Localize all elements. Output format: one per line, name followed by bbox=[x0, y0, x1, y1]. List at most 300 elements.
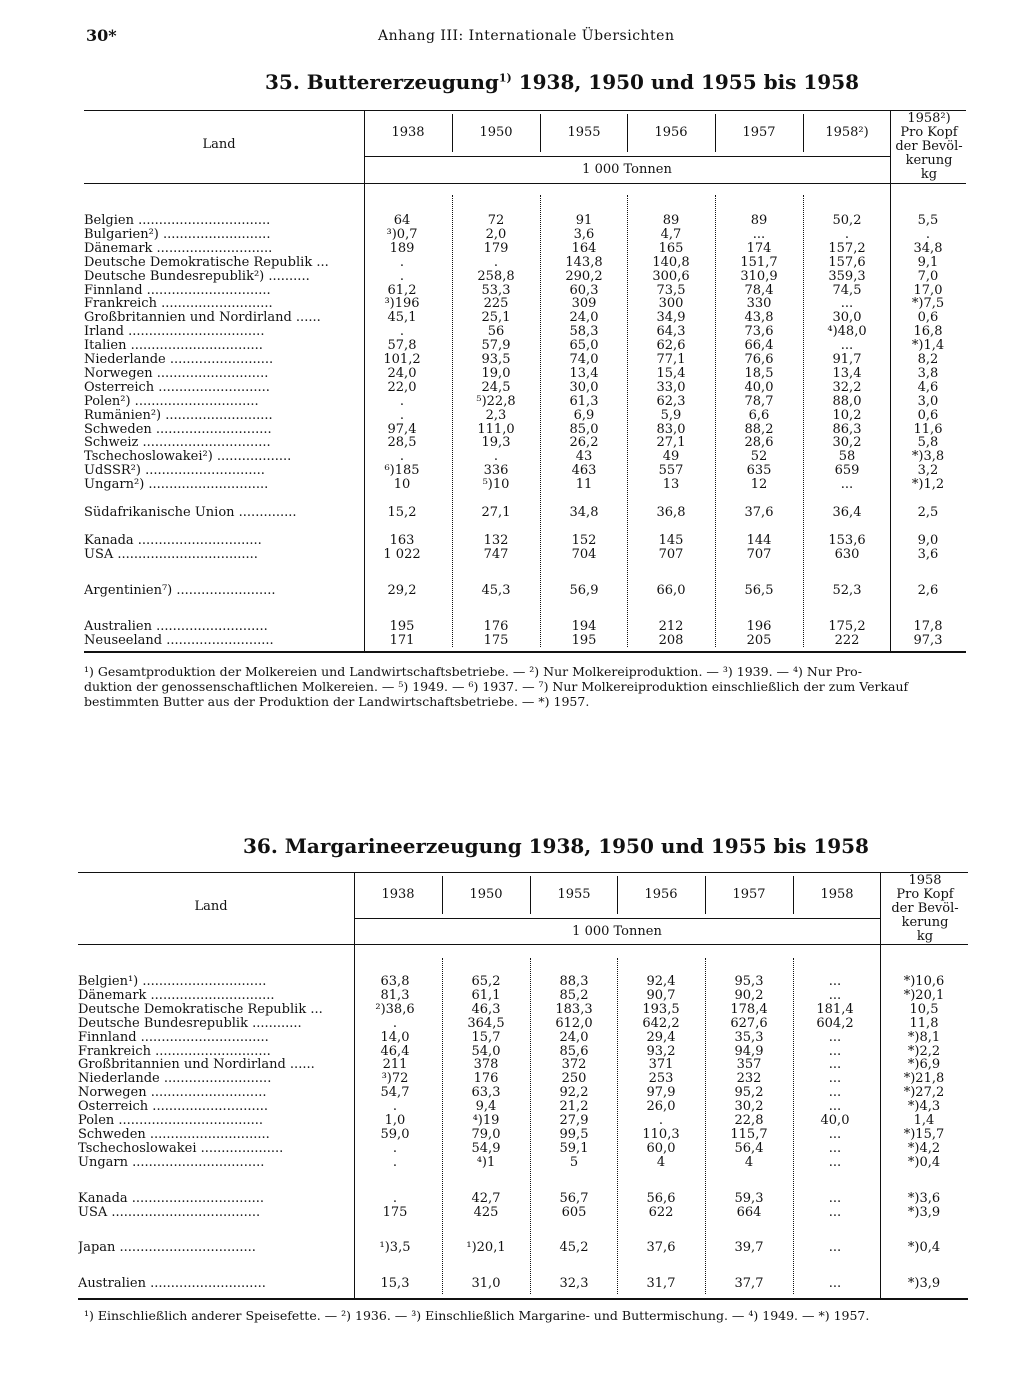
table-row bbox=[84, 634, 964, 648]
row-value: 163 bbox=[389, 532, 415, 548]
row-value: 73,5 bbox=[656, 282, 686, 298]
row-value: 253 bbox=[648, 1071, 674, 1087]
row-country: Japan ................................. bbox=[78, 1241, 256, 1256]
table-row bbox=[84, 228, 964, 242]
row-value: ... bbox=[828, 1057, 842, 1073]
table35-title-main: 35. Buttererzeugung bbox=[265, 70, 499, 94]
row-value: 37,6 bbox=[646, 1240, 676, 1256]
row-value: 90,7 bbox=[646, 987, 676, 1003]
row-country: Dänemark ............................ bbox=[84, 241, 273, 256]
row-country: Ungarn²) ............................. bbox=[84, 478, 269, 493]
row-value: ⁴)48,0 bbox=[827, 324, 867, 340]
row-value: 3,8 bbox=[917, 365, 939, 381]
table-row bbox=[84, 584, 964, 598]
table35-top-rule bbox=[84, 110, 966, 111]
row-value: 56,7 bbox=[559, 1190, 589, 1206]
row-country: Norwegen ........................... bbox=[84, 366, 269, 381]
row-value: 79,0 bbox=[471, 1126, 501, 1142]
row-value: 52,3 bbox=[832, 582, 862, 598]
row-value: 111,0 bbox=[477, 421, 515, 437]
row-value: . bbox=[392, 1154, 398, 1170]
row-value: 4,7 bbox=[660, 226, 682, 242]
table-row bbox=[78, 1192, 958, 1206]
row-value: 17,8 bbox=[913, 618, 943, 634]
table36-footnote: ¹) Einschließlich anderer Speisefette. — ²) 1936. — ³) Einschließlich Margarine- und Buttermischung. — ⁴) 1949. — *) 1957. bbox=[84, 1308, 870, 1323]
row-value: 612,0 bbox=[555, 1015, 593, 1031]
table36-unit-rule bbox=[354, 918, 880, 919]
row-value: 664 bbox=[736, 1204, 762, 1220]
row-value: 3,6 bbox=[917, 546, 939, 562]
row-value: 62,3 bbox=[656, 393, 686, 409]
table35-header-year: 1957 bbox=[742, 125, 776, 140]
row-value: ... bbox=[828, 1126, 842, 1142]
row-value: 95,3 bbox=[734, 974, 764, 989]
table-row bbox=[78, 975, 958, 989]
table-row bbox=[84, 297, 964, 311]
row-value: 6,9 bbox=[573, 407, 595, 423]
row-country: UdSSR²) ............................. bbox=[84, 464, 265, 479]
row-value: 27,1 bbox=[656, 435, 686, 451]
row-value: 622 bbox=[648, 1204, 674, 1220]
row-value: *)3,9 bbox=[907, 1276, 941, 1292]
row-value: 76,6 bbox=[744, 352, 774, 367]
row-country: Österreich ............................ bbox=[78, 1100, 269, 1115]
row-value: 45,2 bbox=[559, 1240, 589, 1256]
row-value: 3,6 bbox=[573, 226, 595, 242]
table-row bbox=[84, 339, 964, 353]
row-value: 78,4 bbox=[744, 282, 774, 298]
row-value: 83,0 bbox=[656, 421, 686, 437]
row-value: *)4,2 bbox=[907, 1140, 941, 1156]
table35-head-rule bbox=[84, 183, 966, 184]
row-country: Ungarn ................................ bbox=[78, 1155, 265, 1170]
row-value: 25,1 bbox=[481, 310, 511, 326]
row-value: ... bbox=[828, 1085, 842, 1101]
row-value: 88,2 bbox=[744, 421, 774, 437]
row-value: 171 bbox=[389, 632, 415, 648]
row-value: 140,8 bbox=[652, 254, 690, 270]
row-value: 29,4 bbox=[646, 1029, 676, 1045]
row-value: 463 bbox=[571, 463, 597, 479]
row-country: Finnland ............................... bbox=[78, 1030, 269, 1045]
table-row bbox=[78, 1058, 958, 1072]
row-value: 92,2 bbox=[559, 1085, 589, 1101]
row-value: 45,1 bbox=[387, 310, 417, 326]
table-row bbox=[78, 1277, 958, 1291]
table36-header-year: 1956 bbox=[644, 887, 678, 902]
row-value: *)10,6 bbox=[903, 974, 945, 989]
row-country: Österreich ........................... bbox=[84, 380, 270, 395]
row-country: Deutsche Demokratische Republik ... bbox=[84, 255, 329, 270]
row-value: *)0,4 bbox=[907, 1154, 941, 1170]
row-value: . bbox=[392, 1140, 398, 1156]
row-value: 63,8 bbox=[380, 974, 410, 989]
row-value: ... bbox=[840, 477, 854, 493]
row-value: 49 bbox=[662, 449, 680, 465]
percap-line: kg bbox=[920, 167, 938, 182]
row-value: ... bbox=[840, 338, 854, 354]
row-value: . bbox=[658, 1113, 664, 1128]
row-value: 88,3 bbox=[559, 974, 589, 989]
row-value: ... bbox=[828, 1276, 842, 1292]
row-value: 92,4 bbox=[646, 974, 676, 989]
row-value: 4 bbox=[744, 1154, 754, 1170]
row-value: 99,5 bbox=[559, 1126, 589, 1142]
table36-header-unit: 1 000 Tonnen bbox=[572, 924, 662, 939]
row-value: *)27,2 bbox=[903, 1085, 945, 1101]
row-value: 208 bbox=[658, 632, 684, 648]
row-country: Deutsche Bundesrepublik²) .......... bbox=[84, 269, 310, 284]
row-value: 56 bbox=[487, 324, 505, 340]
table-row bbox=[78, 1241, 958, 1255]
row-value: 62,6 bbox=[656, 338, 686, 354]
row-value: 357 bbox=[736, 1057, 762, 1073]
row-value: 19,0 bbox=[481, 365, 511, 381]
row-value: 1,4 bbox=[913, 1113, 935, 1128]
row-value: ³)72 bbox=[381, 1071, 409, 1087]
row-value: 2,6 bbox=[917, 582, 939, 598]
row-value: 32,2 bbox=[832, 379, 862, 395]
row-value: 557 bbox=[658, 463, 684, 479]
row-value: 21,2 bbox=[559, 1099, 589, 1115]
row-value: ... bbox=[828, 1204, 842, 1220]
row-value: 28,6 bbox=[744, 435, 774, 451]
row-value: 97,9 bbox=[646, 1085, 676, 1101]
row-country: Belgien ................................ bbox=[84, 214, 271, 228]
row-value: 56,5 bbox=[744, 582, 774, 598]
row-value: 28,5 bbox=[387, 435, 417, 451]
row-value: 9,4 bbox=[475, 1099, 497, 1115]
row-value: 31,0 bbox=[471, 1276, 501, 1292]
row-value: 151,7 bbox=[740, 254, 778, 270]
row-value: ... bbox=[828, 987, 842, 1003]
row-value: 36,8 bbox=[656, 505, 686, 520]
row-value: 91,7 bbox=[832, 352, 862, 367]
row-value: 32,3 bbox=[559, 1276, 589, 1292]
percap-line: der Bevöl- bbox=[891, 901, 959, 916]
row-value: 310,9 bbox=[740, 268, 778, 284]
row-value: ... bbox=[828, 974, 842, 989]
row-value: 24,0 bbox=[569, 310, 599, 326]
row-value: 378 bbox=[473, 1057, 499, 1073]
row-value: 27,1 bbox=[481, 505, 511, 520]
percap-line: 1958 bbox=[908, 873, 942, 888]
row-value: ⁵)10 bbox=[482, 477, 510, 493]
row-value: 372 bbox=[561, 1057, 587, 1073]
row-value: 11 bbox=[575, 477, 593, 493]
row-country: Großbritannien und Nordirland ...... bbox=[84, 311, 321, 326]
row-value: *)1,4 bbox=[911, 338, 945, 354]
row-value: ... bbox=[828, 1240, 842, 1256]
row-value: . bbox=[493, 449, 499, 465]
table-row bbox=[84, 395, 964, 409]
row-value: 4 bbox=[656, 1154, 666, 1170]
row-value: 54,7 bbox=[380, 1085, 410, 1101]
row-country: Schweden ............................. bbox=[78, 1127, 270, 1142]
percap-line: kerung bbox=[905, 153, 953, 168]
row-value: 85,6 bbox=[559, 1043, 589, 1059]
row-value: 29,2 bbox=[387, 582, 417, 598]
row-value: *)4,3 bbox=[907, 1099, 941, 1115]
row-value: 330 bbox=[746, 296, 772, 312]
row-value: 90,2 bbox=[734, 987, 764, 1003]
table-row bbox=[84, 256, 964, 270]
table35-footnotes bbox=[84, 664, 964, 709]
row-value: 43 bbox=[575, 449, 593, 465]
row-value: 56,6 bbox=[646, 1190, 676, 1206]
row-value: 5,5 bbox=[917, 213, 939, 228]
table-row bbox=[84, 506, 964, 520]
row-value: 22,0 bbox=[387, 379, 417, 395]
row-country: Deutsche Bundesrepublik ............ bbox=[78, 1016, 302, 1031]
row-value: 60,0 bbox=[646, 1140, 676, 1156]
row-value: 46,3 bbox=[471, 1001, 501, 1017]
row-value: 4,6 bbox=[917, 379, 939, 395]
row-country: Tschechoslowakei .................... bbox=[78, 1141, 284, 1156]
row-value: 91 bbox=[575, 213, 593, 228]
row-value: 13,4 bbox=[569, 365, 599, 381]
table35-title-years: 1938, 1950 und 1955 bis 1958 bbox=[511, 70, 860, 94]
row-value: 74,5 bbox=[832, 282, 862, 298]
row-value: ⁶)185 bbox=[384, 463, 420, 479]
row-value: 53,3 bbox=[481, 282, 511, 298]
row-value: 97,3 bbox=[913, 632, 943, 648]
row-value: 43,8 bbox=[744, 310, 774, 326]
table36-title: 36. Margarineerzeugung 1938, 1950 und 1955 bis 1958 bbox=[243, 834, 869, 858]
row-value: 33,0 bbox=[656, 379, 686, 395]
row-value: 212 bbox=[658, 618, 684, 634]
row-value: 5,9 bbox=[660, 407, 682, 423]
row-value: 0,6 bbox=[917, 407, 939, 423]
row-value: ¹)3,5 bbox=[379, 1240, 411, 1256]
percap-line: kg bbox=[916, 929, 934, 944]
table36-header-per-capita bbox=[882, 874, 968, 944]
row-country: Australien ........................... bbox=[84, 619, 268, 634]
row-country: Bulgarien²) .......................... bbox=[84, 227, 271, 242]
row-country: Polen ................................... bbox=[78, 1114, 264, 1128]
table35-header-unit: 1 000 Tonnen bbox=[582, 162, 672, 177]
table35-header-year: 1955 bbox=[567, 125, 601, 140]
row-value: 175 bbox=[483, 632, 509, 648]
row-value: 36,4 bbox=[832, 505, 862, 520]
row-value: 54,9 bbox=[471, 1140, 501, 1156]
row-value: 258,8 bbox=[477, 268, 515, 284]
row-value: 12 bbox=[750, 477, 768, 493]
row-value: 181,4 bbox=[816, 1001, 854, 1017]
row-value: 26,0 bbox=[646, 1099, 676, 1115]
row-value: 157,6 bbox=[828, 254, 866, 270]
row-value: 45,3 bbox=[481, 582, 511, 598]
row-value: ... bbox=[828, 1099, 842, 1115]
row-value: 176 bbox=[483, 618, 509, 634]
table-row bbox=[78, 1017, 958, 1031]
row-value: 6,6 bbox=[748, 407, 770, 423]
row-value: 39,7 bbox=[734, 1240, 764, 1256]
row-value: 1 022 bbox=[383, 546, 421, 562]
row-value: 81,3 bbox=[380, 987, 410, 1003]
table36-header-year: 1938 bbox=[381, 887, 415, 902]
row-value: 65,2 bbox=[471, 974, 501, 989]
row-value: 40,0 bbox=[820, 1113, 850, 1128]
row-value: . bbox=[392, 1099, 398, 1115]
row-value: 26,2 bbox=[569, 435, 599, 451]
table-row bbox=[78, 1003, 958, 1017]
row-country: Finnland .............................. bbox=[84, 283, 271, 298]
row-value: ¹)20,1 bbox=[466, 1240, 506, 1256]
row-value: ... bbox=[828, 1140, 842, 1156]
percap-line: der Bevöl- bbox=[895, 139, 963, 154]
row-value: . bbox=[399, 449, 405, 465]
row-value: 605 bbox=[561, 1204, 587, 1220]
row-country: Schweden ............................ bbox=[84, 422, 272, 437]
row-value: 30,2 bbox=[832, 435, 862, 451]
row-value: 101,2 bbox=[383, 352, 421, 367]
row-value: . bbox=[925, 226, 931, 242]
row-value: 222 bbox=[834, 632, 860, 648]
row-value: . bbox=[399, 393, 405, 409]
row-value: 747 bbox=[483, 546, 509, 562]
row-value: 144 bbox=[746, 532, 772, 548]
row-value: 659 bbox=[834, 463, 860, 479]
row-value: 195 bbox=[389, 618, 415, 634]
row-value: 15,2 bbox=[387, 505, 417, 520]
row-country: Neuseeland .......................... bbox=[84, 633, 274, 648]
row-country: Tschechoslowakei²) .................. bbox=[84, 450, 292, 465]
row-value: 5,8 bbox=[917, 435, 939, 451]
row-value: *)1,2 bbox=[911, 477, 945, 493]
row-value: 64 bbox=[393, 213, 411, 228]
row-value: 35,3 bbox=[734, 1029, 764, 1045]
table-row bbox=[84, 381, 964, 395]
table36-header-year: 1955 bbox=[557, 887, 591, 902]
table35-title bbox=[265, 70, 859, 94]
percap-line: kerung bbox=[901, 915, 949, 930]
row-value: 17,0 bbox=[913, 282, 943, 298]
row-value: 205 bbox=[746, 632, 772, 648]
row-value: 97,4 bbox=[387, 421, 417, 437]
row-value: 34,8 bbox=[913, 240, 943, 256]
row-value: 189 bbox=[389, 240, 415, 256]
row-value: 5 bbox=[569, 1154, 579, 1170]
table36-bottom-rule bbox=[78, 1298, 968, 1300]
row-value: 56,4 bbox=[734, 1140, 764, 1156]
row-value: . bbox=[392, 1190, 398, 1206]
row-value: 2,3 bbox=[485, 407, 507, 423]
row-country: Schweiz ............................... bbox=[84, 436, 271, 451]
row-value: *)21,8 bbox=[903, 1071, 945, 1087]
row-value: 74,0 bbox=[569, 352, 599, 367]
row-value: 11,8 bbox=[909, 1015, 939, 1031]
row-value: 15,3 bbox=[380, 1276, 410, 1292]
row-country: Kanada ................................ bbox=[78, 1191, 265, 1206]
table35-title-footnote-mark: 1) bbox=[498, 71, 512, 85]
row-value: 31,7 bbox=[646, 1276, 676, 1292]
row-value: 86,3 bbox=[832, 421, 862, 437]
row-value: ... bbox=[828, 1071, 842, 1087]
row-value: 152 bbox=[571, 532, 597, 548]
row-value: 635 bbox=[746, 463, 772, 479]
row-value: 627,6 bbox=[730, 1015, 768, 1031]
row-country: USA .................................. bbox=[84, 547, 258, 562]
row-value: *)3,6 bbox=[907, 1190, 941, 1206]
table35-header-year: 1950 bbox=[479, 125, 513, 140]
row-value: 59,3 bbox=[734, 1190, 764, 1206]
row-value: 66,0 bbox=[656, 582, 686, 598]
row-country: Großbritannien und Nordirland ...... bbox=[78, 1058, 315, 1073]
row-value: 13,4 bbox=[832, 365, 862, 381]
row-value: ... bbox=[828, 1190, 842, 1206]
row-value: 19,3 bbox=[481, 435, 511, 451]
table-row bbox=[84, 423, 964, 437]
table-row bbox=[84, 534, 964, 548]
row-country: Deutsche Demokratische Republik ... bbox=[78, 1002, 323, 1017]
row-value: 2,0 bbox=[485, 226, 507, 242]
row-value: 174 bbox=[746, 240, 772, 256]
row-value: ²)38,6 bbox=[375, 1001, 415, 1017]
row-value: *)6,9 bbox=[907, 1057, 941, 1073]
row-value: 183,3 bbox=[555, 1001, 593, 1017]
row-value: . bbox=[399, 268, 405, 284]
row-value: 52 bbox=[750, 449, 768, 465]
row-country: USA .................................... bbox=[78, 1205, 261, 1220]
row-value: *)20,1 bbox=[903, 987, 945, 1003]
row-value: 37,6 bbox=[744, 505, 774, 520]
table-row bbox=[78, 1086, 958, 1100]
row-value: . bbox=[493, 254, 499, 270]
row-value: 14,0 bbox=[380, 1029, 410, 1045]
row-value: 336 bbox=[483, 463, 509, 479]
row-value: 30,0 bbox=[569, 379, 599, 395]
footnote-line: duktion der genossenschaftlichen Molkereien. — ⁵) 1949. — ⁶) 1937. — ⁷) Nur Molkereiproduktion einschließlich der zum Verkauf bbox=[84, 679, 909, 694]
footnote-line: ¹) Gesamtproduktion der Molkereien und Landwirtschaftsbetriebe. — ²) Nur Molkereiproduktion. — ³) 1939. — ⁴) Nur Pro- bbox=[84, 664, 862, 679]
row-value: 179 bbox=[483, 240, 509, 256]
row-value: ⁵)22,8 bbox=[476, 393, 516, 409]
percap-line: Pro Kopf bbox=[900, 125, 958, 140]
row-value: 73,6 bbox=[744, 324, 774, 340]
row-value: 371 bbox=[648, 1057, 674, 1073]
row-value: 157,2 bbox=[828, 240, 866, 256]
table-row bbox=[84, 548, 964, 562]
table-row bbox=[84, 242, 964, 256]
row-value: ³)196 bbox=[384, 296, 420, 312]
table-row bbox=[78, 1045, 958, 1059]
row-value: ... bbox=[828, 1043, 842, 1059]
table-row bbox=[84, 409, 964, 423]
row-value: 72 bbox=[487, 213, 505, 228]
row-value: 24,0 bbox=[387, 365, 417, 381]
row-value: 704 bbox=[571, 546, 597, 562]
table-row bbox=[78, 1100, 958, 1114]
row-value: 194 bbox=[571, 618, 597, 634]
row-country: Frankreich ............................ bbox=[78, 1044, 271, 1059]
row-value: 10,5 bbox=[909, 1001, 939, 1017]
row-value: 165 bbox=[658, 240, 684, 256]
row-value: 66,4 bbox=[744, 338, 774, 354]
row-value: 13 bbox=[662, 477, 680, 493]
row-value: 10,2 bbox=[832, 407, 862, 423]
table36-header-year: 1957 bbox=[732, 887, 766, 902]
row-value: 15,4 bbox=[656, 365, 686, 381]
row-value: 309 bbox=[571, 296, 597, 312]
row-value: 0,6 bbox=[917, 310, 939, 326]
percap-line: 1958²) bbox=[907, 111, 951, 126]
row-value: . bbox=[399, 407, 405, 423]
row-value: *)15,7 bbox=[903, 1126, 945, 1142]
table35-unit-rule bbox=[364, 156, 890, 157]
row-value: 175,2 bbox=[828, 618, 866, 634]
row-value: 58 bbox=[838, 449, 856, 465]
table-row bbox=[84, 478, 964, 492]
